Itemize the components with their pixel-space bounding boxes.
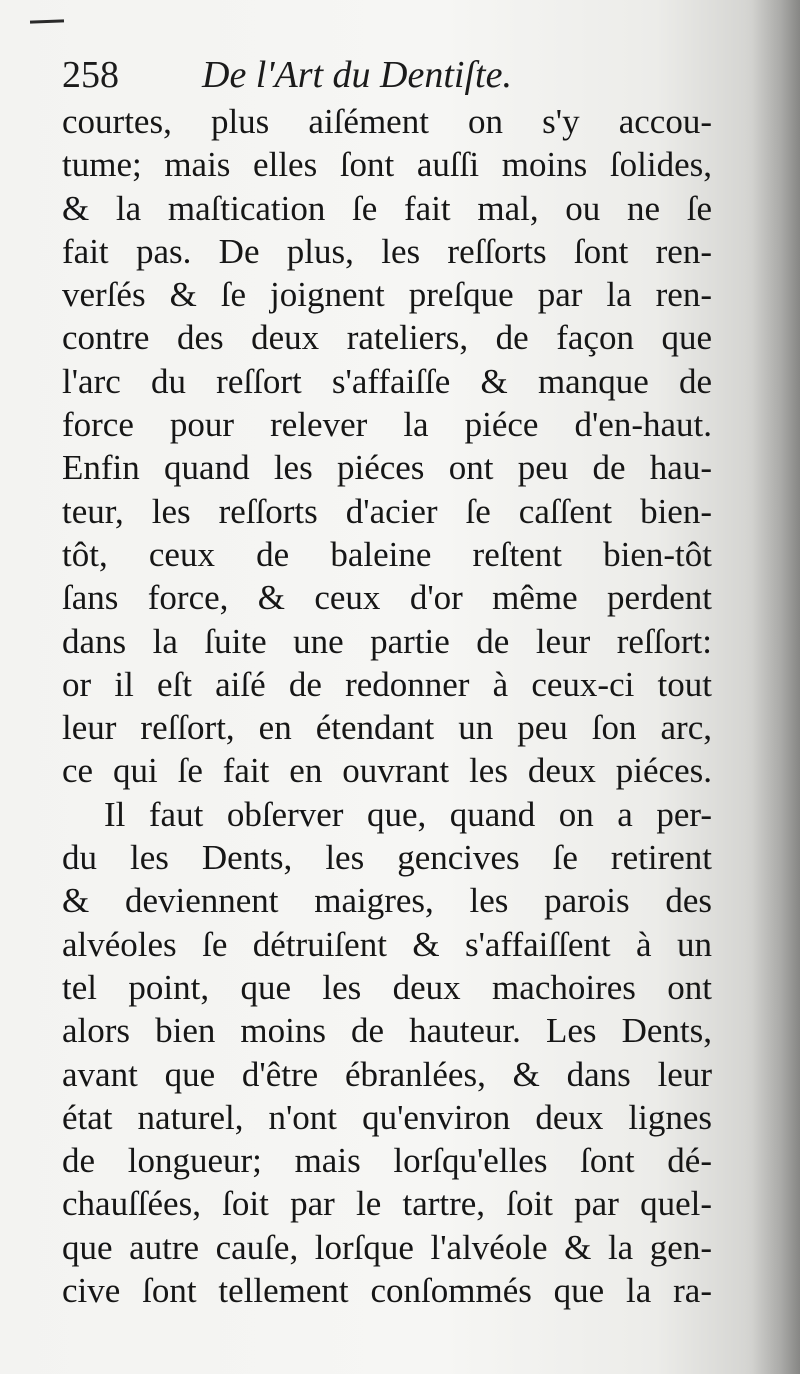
text-line: fait pas. De plus, les reſſorts ſont ren- [62,231,712,271]
text-line: cive ſont tellement conſommés que la ra- [62,1271,712,1311]
text-line: alvéoles ſe détruiſent & s'affaiſſent à un [62,924,712,964]
text-line: force pour relever la piéce d'en-haut. [62,405,712,445]
body-text [62,100,712,1312]
text-line: du les Dents, les gencives ſe retirent [62,838,712,878]
text-line: avant que d'être ébranlées, & dans leur [62,1054,712,1094]
text-line: ſans force, & ceux d'or même perdent [62,578,712,618]
paragraph-start-line: Il faut obſerver que, quand on a per- [104,794,712,834]
text-line: alors bien moins de hauteur. Les Dents, [62,1011,712,1051]
text-line: courtes, plus aiſément on s'y accou- [62,102,712,141]
text-line: verſés & ſe joignent preſque par la ren- [62,275,712,315]
text-line: or il eſt aiſé de redonner à ceux-ci tout [62,664,712,704]
text-line: que autre cauſe, lorſque l'alvéole & la gen- [62,1227,712,1267]
text-line: tôt, ceux de baleine reſtent bien-tôt [62,534,712,574]
running-title: De l'Art du Dentiſte. [202,54,512,96]
page-header [62,52,722,102]
text-line: tume; mais elles ſont auſſi moins ſolides, [62,145,712,185]
text-line: teur, les reſſorts d'acier ſe caſſent bien- [62,491,712,531]
text-line: & la maſtication ſe fait mal, ou ne ſe [62,188,712,228]
text-line: chauſſées, ſoit par le tartre, ſoit par quel- [62,1184,712,1224]
text-line: dans la ſuite une partie de leur reſſort: [62,621,712,661]
text-line: de longueur; mais lorſqu'elles ſont dé- [62,1141,712,1181]
text-line: & deviennent maigres, les parois des [62,881,712,921]
text-line: ce qui ſe fait en ouvrant les deux piéces. [62,751,712,791]
text-line: l'arc du reſſort s'affaiſſe & manque de [62,361,712,401]
ink-mark [30,19,64,23]
text-line: contre des deux rateliers, de façon que [62,318,712,358]
page-number: 258 [62,54,119,96]
page-edge-shadow [752,0,800,1374]
text-line: état naturel, n'ont qu'environ deux lignes [62,1097,712,1137]
text-line: leur reſſort, en étendant un peu ſon arc, [62,708,712,748]
text-line: tel point, que les deux machoires ont [62,967,712,1007]
text-line: Enfin quand les piéces ont peu de hau- [62,448,712,488]
